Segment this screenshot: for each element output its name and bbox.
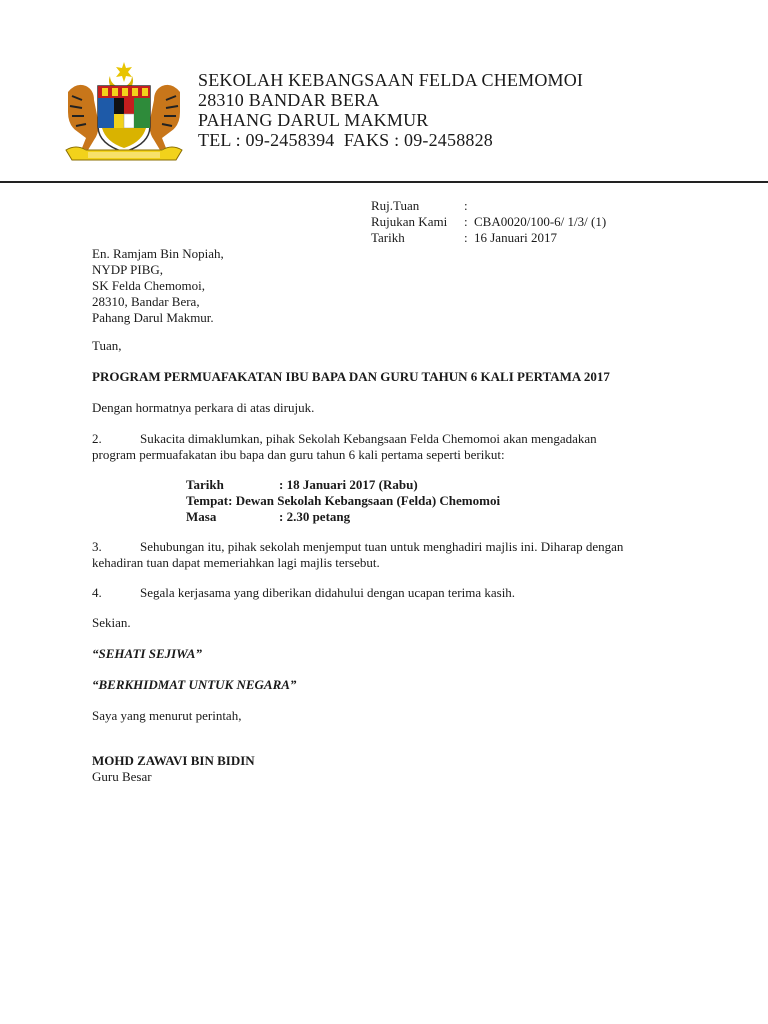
paragraph-3-line: kehadiran tuan dapat memeriahkan lagi majlis tersebut. bbox=[92, 555, 380, 570]
paragraph-2-line: program permuafakatan ibu bapa dan guru tahun 6 kali pertama seperti berikut: bbox=[92, 447, 505, 462]
reference-label: Rujukan Kami bbox=[371, 214, 448, 229]
detail-label: Tempat: Dewan Sekolah Kebangsaan (Felda) Chemomoi bbox=[186, 493, 501, 508]
reference-colon: : bbox=[464, 230, 468, 245]
recipient-line: 28310, Bandar Bera, bbox=[92, 294, 200, 309]
letter-subject: PROGRAM PERMUAFAKATAN IBU BAPA DAN GURU TAHUN 6 KALI PERTAMA 2017 bbox=[92, 369, 610, 384]
signatory-name: MOHD ZAWAVI BIN BIDIN bbox=[92, 753, 255, 768]
header-divider bbox=[0, 181, 768, 183]
recipient-line: SK Felda Chemomoi, bbox=[92, 278, 206, 293]
recipient-address bbox=[92, 246, 224, 326]
reference-row bbox=[371, 198, 606, 214]
paragraph-3-number: 3. bbox=[92, 539, 102, 554]
sign-off: Saya yang menurut perintah, bbox=[92, 708, 242, 723]
paragraph-4-line: Segala kerjasama yang diberikan didahului dengan ucapan terima kasih. bbox=[140, 585, 516, 600]
school-state: PAHANG DARUL MAKMUR bbox=[198, 110, 429, 130]
coat-of-arms-emblem bbox=[58, 62, 190, 166]
reference-label: Ruj.Tuan bbox=[371, 198, 420, 213]
detail-value: : 2.30 petang bbox=[279, 509, 351, 524]
detail-row-time bbox=[186, 509, 500, 525]
reference-colon: : bbox=[464, 198, 468, 213]
reference-value: 16 Januari 2017 bbox=[474, 230, 558, 245]
detail-label: Tarikh bbox=[186, 477, 224, 492]
opening-line: Dengan hormatnya perkara di atas dirujuk. bbox=[92, 400, 315, 415]
paragraph-4-number: 4. bbox=[92, 585, 102, 600]
reference-row bbox=[371, 230, 606, 246]
recipient-line: En. Ramjam Bin Nopiah, bbox=[92, 246, 224, 261]
detail-label: Masa bbox=[186, 509, 217, 524]
school-contact: TEL : 09-2458394 FAKS : 09-2458828 bbox=[198, 130, 493, 150]
signatory-title: Guru Besar bbox=[92, 769, 152, 784]
motto-berkhidmat: “BERKHIDMAT UNTUK NEGARA” bbox=[92, 677, 297, 692]
event-details bbox=[186, 477, 500, 525]
paragraph-3-line: Sehubungan itu, pihak sekolah menjemput tuan untuk menghadiri majlis ini. Diharap dengan bbox=[140, 539, 624, 554]
school-postcode-town: 28310 BANDAR BERA bbox=[198, 90, 380, 110]
reference-value: CBA0020/100-6/ 1/3/ (1) bbox=[474, 214, 607, 229]
salutation: Tuan, bbox=[92, 338, 122, 353]
reference-label: Tarikh bbox=[371, 230, 405, 245]
school-name: SEKOLAH KEBANGSAAN FELDA CHEMOMOI bbox=[198, 70, 584, 90]
paragraph-2-number: 2. bbox=[92, 431, 102, 446]
detail-row-date bbox=[186, 477, 500, 493]
closing-line: Sekian. bbox=[92, 615, 131, 630]
reference-block bbox=[371, 198, 606, 246]
detail-row-venue bbox=[186, 493, 500, 509]
recipient-line: NYDP PIBG, bbox=[92, 262, 164, 277]
reference-colon: : bbox=[464, 214, 468, 229]
recipient-line: Pahang Darul Makmur. bbox=[92, 310, 214, 325]
paragraph-2-line: Sukacita dimaklumkan, pihak Sekolah Kebangsaan Felda Chemomoi akan mengadakan bbox=[140, 431, 597, 446]
motto-sehati-sejiwa: “SEHATI SEJIWA” bbox=[92, 646, 202, 661]
reference-row bbox=[371, 214, 606, 230]
detail-value: : 18 Januari 2017 (Rabu) bbox=[279, 477, 418, 492]
